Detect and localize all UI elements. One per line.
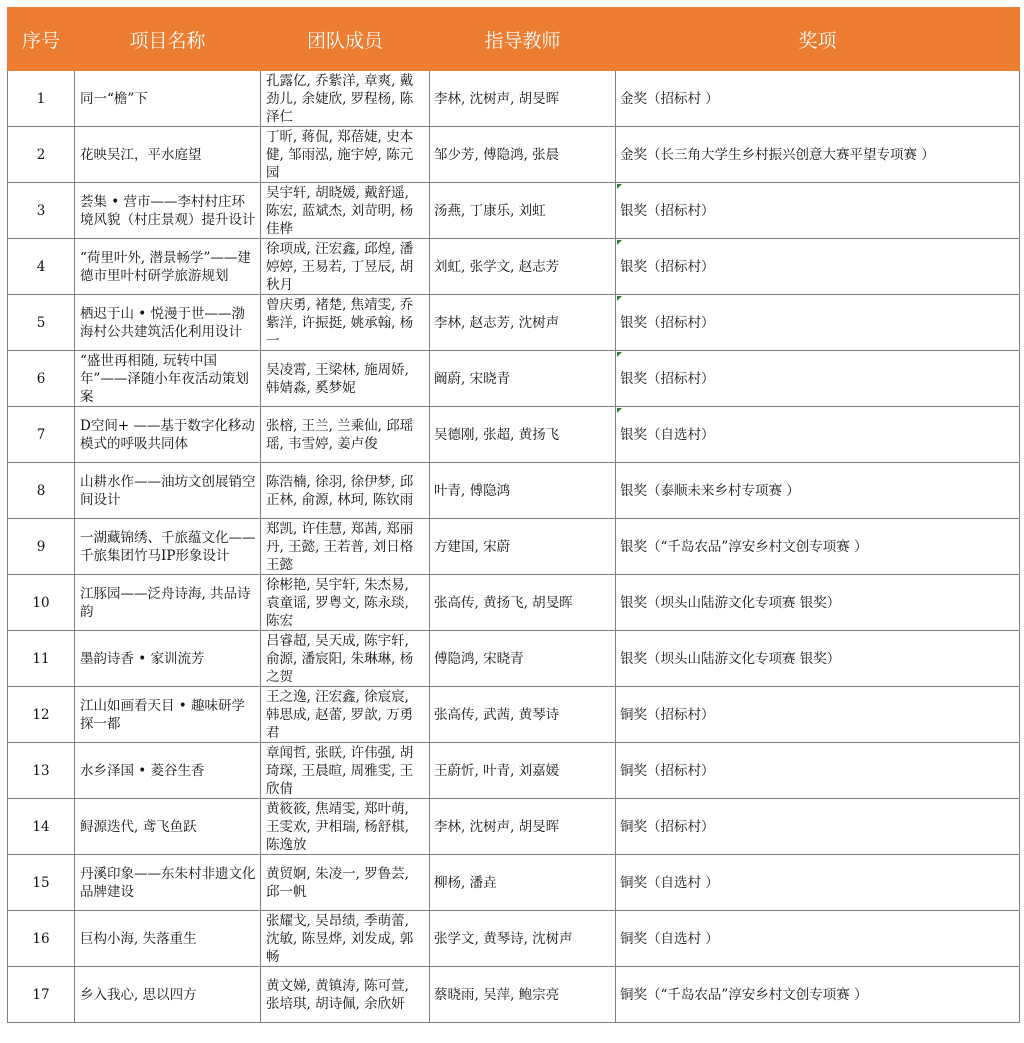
advisors-cell-text: 张高传, 武茜, 黄琴诗 <box>434 706 560 723</box>
project-name-cell-text: 鲟源迭代, 鸢飞鱼跃 <box>80 818 197 835</box>
advisors-cell <box>430 351 616 407</box>
advisors-cell-text: 张高传, 黄扬飞, 胡旻晖 <box>434 594 573 611</box>
award-cell-text: 银奖（泰顺未来乡村专项赛 ） <box>620 482 800 499</box>
team-members-cell-text: 黄文娣, 黄镇涛, 陈可萱, 张培琪, 胡诗佩, 余欣妍 <box>266 977 409 1012</box>
advisors-cell <box>430 799 616 855</box>
award-cell-text: 银奖（自选村） <box>620 426 715 443</box>
cell-comment-marker-icon <box>617 408 622 413</box>
award-cell-text: 铜奖（招标村） <box>620 762 715 779</box>
table-row <box>8 127 1020 183</box>
row-number-text: 16 <box>32 930 50 947</box>
project-name-cell <box>75 743 261 799</box>
award-cell <box>616 967 1020 1023</box>
table-row <box>8 631 1020 687</box>
award-cell-text: 银奖（“千岛农品”淳安乡村文创专项赛 ） <box>620 538 868 555</box>
award-cell-text: 铜奖（自选村 ） <box>620 874 719 891</box>
project-name-cell <box>75 351 261 407</box>
award-cell-text: 铜奖（招标村） <box>620 818 715 835</box>
table-row <box>8 407 1020 463</box>
team-members-cell <box>261 351 430 407</box>
advisors-cell-text: 王蔚忻, 叶青, 刘嘉媛 <box>434 762 560 779</box>
advisors-cell-text: 汤燕, 丁康乐, 刘虹 <box>434 202 546 219</box>
team-members-cell <box>261 799 430 855</box>
team-members-cell <box>261 127 430 183</box>
project-name-cell <box>75 631 261 687</box>
project-name-cell-text: 山耕水作——油坊文创展销空间设计 <box>80 473 256 508</box>
row-number <box>8 855 75 911</box>
advisors-cell <box>430 127 616 183</box>
advisors-cell <box>430 911 616 967</box>
advisors-cell-text: 方建国, 宋蔚 <box>434 538 511 555</box>
award-cell-text: 金奖（长三角大学生乡村振兴创意大赛平望专项赛 ） <box>620 146 935 163</box>
table-row <box>8 239 1020 295</box>
row-number-text: 7 <box>36 426 46 443</box>
project-name-cell <box>75 911 261 967</box>
award-cell <box>616 239 1020 295</box>
team-members-cell <box>261 519 430 575</box>
team-members-cell-text: 吴凌霄, 王梁林, 施周娇, 韩婧淼, 奚梦妮 <box>266 361 409 396</box>
project-name-cell-text: 墨韵诗香 • 家训流芳 <box>80 650 205 667</box>
team-members-cell <box>261 967 430 1023</box>
row-number <box>8 239 75 295</box>
table-row <box>8 71 1020 127</box>
advisors-cell-text: 李林, 沈树声, 胡旻晖 <box>434 818 560 835</box>
award-cell <box>616 183 1020 239</box>
header-row <box>8 8 1020 71</box>
table-row <box>8 687 1020 743</box>
header-award: 奖项 <box>616 8 1020 71</box>
advisors-cell <box>430 183 616 239</box>
row-number-text: 17 <box>32 986 50 1003</box>
row-number-text: 10 <box>32 594 50 611</box>
team-members-cell <box>261 687 430 743</box>
row-number <box>8 519 75 575</box>
team-members-cell <box>261 239 430 295</box>
award-cell <box>616 463 1020 519</box>
advisors-cell <box>430 575 616 631</box>
award-cell <box>616 575 1020 631</box>
advisors-cell <box>430 71 616 127</box>
row-number <box>8 743 75 799</box>
advisors-cell-text: 张学文, 黄琴诗, 沈树声 <box>434 930 573 947</box>
project-name-cell <box>75 687 261 743</box>
award-cell <box>616 687 1020 743</box>
team-members-cell-text: 曾庆勇, 褚楚, 焦靖雯, 乔紫洋, 许振挺, 姚承翰, 杨一 <box>266 296 414 349</box>
cell-comment-marker-icon <box>617 296 622 301</box>
award-cell <box>616 799 1020 855</box>
award-cell-text: 金奖（招标村 ） <box>620 90 719 107</box>
project-name-cell <box>75 463 261 519</box>
award-cell <box>616 295 1020 351</box>
advisors-cell <box>430 463 616 519</box>
award-cell-text: 银奖（坝头山陆游文化专项赛 银奖） <box>620 650 841 667</box>
team-members-cell-text: 张榕, 王兰, 兰乘仙, 邱瑶瑶, 韦雪婷, 姜卢俊 <box>266 417 414 452</box>
award-cell-text: 铜奖（自选村 ） <box>620 930 719 947</box>
advisors-cell-text: 李林, 沈树声, 胡旻晖 <box>434 90 560 107</box>
award-cell <box>616 71 1020 127</box>
team-members-cell <box>261 855 430 911</box>
award-cell-text: 银奖（招标村） <box>620 258 715 275</box>
project-name-cell <box>75 967 261 1023</box>
advisors-cell <box>430 295 616 351</box>
advisors-cell-text: 阚蔚, 宋晓青 <box>434 370 511 387</box>
project-name-cell <box>75 183 261 239</box>
row-number <box>8 575 75 631</box>
project-name-cell <box>75 295 261 351</box>
award-cell-text: 铜奖（“千岛农品”淳安乡村文创专项赛 ） <box>620 986 868 1003</box>
team-members-cell-text: 陈浩楠, 徐羽, 徐伊梦, 邱正林, 俞源, 林珂, 陈钦雨 <box>266 473 414 508</box>
project-name-cell-text: 花映吴江，平水庭望 <box>80 146 202 163</box>
table-row <box>8 799 1020 855</box>
advisors-cell-text: 柳杨, 潘垚 <box>434 874 497 891</box>
row-number-text: 8 <box>36 482 46 499</box>
team-members-cell-text: 吴宇轩, 胡晓媛, 戴舒遥, 陈宏, 蓝斌杰, 刘苛明, 杨佳桦 <box>266 184 414 237</box>
header-team-members: 团队成员 <box>261 8 430 71</box>
advisors-cell <box>430 743 616 799</box>
team-members-cell <box>261 183 430 239</box>
project-name-cell <box>75 407 261 463</box>
advisors-cell <box>430 687 616 743</box>
award-cell-text: 银奖（招标村） <box>620 202 715 219</box>
award-cell <box>616 911 1020 967</box>
team-members-cell-text: 徐项成, 汪宏鑫, 邱煌, 潘婷婷, 王易若, 丁昱辰, 胡秋月 <box>266 240 414 293</box>
team-members-cell-text: 吕睿超, 吴天成, 陈宇轩, 俞源, 潘宸阳, 朱琳琳, 杨之贺 <box>266 632 414 685</box>
row-number <box>8 127 75 183</box>
table-row <box>8 351 1020 407</box>
table-row <box>8 575 1020 631</box>
row-number <box>8 687 75 743</box>
header-project-name: 项目名称 <box>75 8 261 71</box>
advisors-cell-text: 傅隐鸿, 宋晓青 <box>434 650 524 667</box>
header-number: 序号 <box>8 8 75 71</box>
project-name-cell-text: 乡入我心, 思以四方 <box>80 986 197 1003</box>
table-row <box>8 463 1020 519</box>
row-number-text: 1 <box>36 90 46 107</box>
project-name-cell <box>75 127 261 183</box>
advisors-cell <box>430 407 616 463</box>
row-number <box>8 183 75 239</box>
row-number-text: 11 <box>32 650 50 667</box>
award-cell <box>616 351 1020 407</box>
project-name-cell-text: 同一“檐”下 <box>80 90 148 107</box>
row-number <box>8 799 75 855</box>
team-members-cell <box>261 407 430 463</box>
project-name-cell <box>75 575 261 631</box>
team-members-cell-text: 郑凯, 许佳慧, 郑茜, 郑丽丹, 王懿, 王若普, 刘日格王懿 <box>266 520 414 573</box>
award-cell <box>616 743 1020 799</box>
team-members-cell <box>261 575 430 631</box>
row-number <box>8 71 75 127</box>
project-name-cell-text: 栖迟于山 • 悦漫于世——渤海村公共建筑活化利用设计 <box>80 305 246 340</box>
table-row <box>8 967 1020 1023</box>
award-cell-text: 银奖（坝头山陆游文化专项赛 银奖） <box>620 594 841 611</box>
project-name-cell-text: 江豚园——泛舟诗海, 共品诗韵 <box>80 585 251 620</box>
project-name-cell-text: “盛世再相随, 玩转中国年”——泽随小年夜活动策划案 <box>80 352 249 405</box>
advisors-cell-text: 蔡晓雨, 吴萍, 鲍宗亮 <box>434 986 560 1003</box>
advisors-cell <box>430 631 616 687</box>
table-body <box>8 71 1020 1023</box>
project-name-cell <box>75 71 261 127</box>
table-row <box>8 855 1020 911</box>
awards-table <box>7 7 1020 1023</box>
team-members-cell-text: 黄贸婀, 朱凌一, 罗鲁芸, 邱一帆 <box>266 865 409 900</box>
row-number <box>8 911 75 967</box>
advisors-cell <box>430 967 616 1023</box>
team-members-cell <box>261 71 430 127</box>
award-cell <box>616 407 1020 463</box>
team-members-cell <box>261 295 430 351</box>
row-number <box>8 967 75 1023</box>
advisors-cell-text: 李林, 赵志芳, 沈树声 <box>434 314 560 331</box>
project-name-cell-text: 巨构小海, 失落重生 <box>80 930 197 947</box>
project-name-cell <box>75 519 261 575</box>
team-members-cell-text: 丁昕, 蒋侃, 郑蓓婕, 史本健, 邹雨泓, 施宇婷, 陈元园 <box>266 128 414 181</box>
advisors-cell-text: 吴德刚, 张超, 黄扬飞 <box>434 426 560 443</box>
row-number-text: 5 <box>36 314 46 331</box>
team-members-cell-text: 黄筱筱, 焦靖雯, 郑叶萌, 王雯欢, 尹相瑞, 杨舒棋, 陈逸放 <box>266 800 409 853</box>
team-members-cell <box>261 463 430 519</box>
table-row <box>8 519 1020 575</box>
header-advisors: 指导教师 <box>430 8 616 71</box>
row-number <box>8 295 75 351</box>
team-members-cell <box>261 631 430 687</box>
table-row <box>8 183 1020 239</box>
team-members-cell-text: 徐彬艳, 吴宇轩, 朱杰易, 袁童谣, 罗粤文, 陈永琰, 陈宏 <box>266 576 409 629</box>
row-number-text: 4 <box>36 258 46 275</box>
advisors-cell-text: 叶青, 傅隐鸿 <box>434 482 511 499</box>
project-name-cell-text: “荷里叶外, 潜景畅学”——建德市里叶村研学旅游规划 <box>80 249 251 284</box>
project-name-cell-text: 一湖藏锦绣、千旅蕴文化——千旅集团竹马IP形象设计 <box>80 529 256 564</box>
project-name-cell <box>75 799 261 855</box>
table-row <box>8 743 1020 799</box>
award-cell <box>616 631 1020 687</box>
row-number-text: 3 <box>36 202 46 219</box>
cell-comment-marker-icon <box>617 184 622 189</box>
row-number <box>8 407 75 463</box>
team-members-cell-text: 王之逸, 汪宏鑫, 徐宸宸, 韩思成, 赵蕾, 罗歆, 万勇君 <box>266 688 414 741</box>
team-members-cell <box>261 911 430 967</box>
advisors-cell <box>430 855 616 911</box>
project-name-cell-text: 江山如画看天目 • 趣味研学探一都 <box>80 697 246 732</box>
project-name-cell-text: D空间+ ——基于数字化移动模式的呼吸共同体 <box>80 417 255 452</box>
row-number-text: 14 <box>32 818 50 835</box>
award-cell <box>616 855 1020 911</box>
award-cell-text: 铜奖（招标村） <box>620 706 715 723</box>
advisors-cell <box>430 519 616 575</box>
row-number-text: 13 <box>32 762 50 779</box>
row-number <box>8 463 75 519</box>
row-number <box>8 631 75 687</box>
row-number <box>8 351 75 407</box>
team-members-cell-text: 章闻哲, 张眹, 许伟强, 胡琦琛, 王晨暄, 周雅雯, 王欣倩 <box>266 744 414 797</box>
cell-comment-marker-icon <box>617 352 622 357</box>
row-number-text: 15 <box>32 874 50 891</box>
project-name-cell-text: 丹溪印象——东朱村非遗文化品牌建设 <box>80 865 256 900</box>
project-name-cell <box>75 239 261 295</box>
row-number-text: 9 <box>36 538 46 555</box>
team-members-cell-text: 张耀戈, 吴昂绩, 季萌蕾, 沈敏, 陈昱烨, 刘发成, 郭畅 <box>266 912 414 965</box>
award-cell-text: 银奖（招标村） <box>620 370 715 387</box>
advisors-cell-text: 刘虹, 张学文, 赵志芳 <box>434 258 560 275</box>
awards-table-container <box>7 7 1019 1023</box>
row-number-text: 2 <box>36 146 46 163</box>
advisors-cell <box>430 239 616 295</box>
team-members-cell <box>261 743 430 799</box>
row-number-text: 12 <box>32 706 50 723</box>
award-cell-text: 银奖（招标村） <box>620 314 715 331</box>
advisors-cell-text: 邹少芳, 傅隐鸿, 张晨 <box>434 146 560 163</box>
project-name-cell-text: 荟集 • 营市——李村村庄环境风貌（村庄景观）提升设计 <box>80 193 256 228</box>
award-cell <box>616 127 1020 183</box>
table-row <box>8 911 1020 967</box>
project-name-cell <box>75 855 261 911</box>
team-members-cell-text: 孔露亿, 乔紫洋, 章爽, 戴劲儿, 余婕欣, 罗程杨, 陈泽仁 <box>266 72 414 125</box>
row-number-text: 6 <box>36 370 46 387</box>
cell-comment-marker-icon <box>617 240 622 245</box>
award-cell <box>616 519 1020 575</box>
project-name-cell-text: 水乡泽国 • 菱谷生香 <box>80 762 205 779</box>
table-row <box>8 295 1020 351</box>
